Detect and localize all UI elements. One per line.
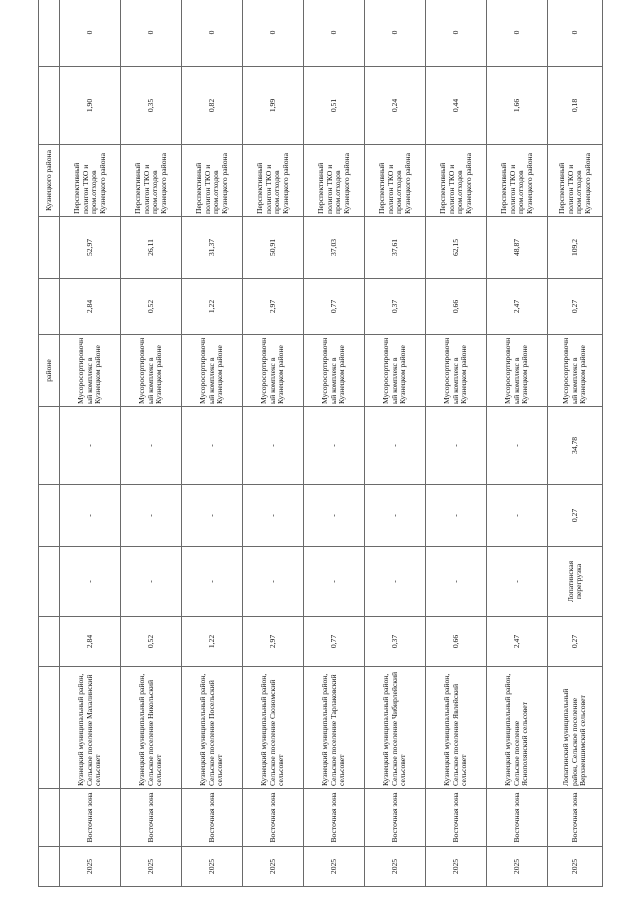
transfer-distance-cell: - <box>121 407 182 485</box>
header-cell: районе <box>39 335 60 407</box>
transfer-distance-cell: - <box>182 407 243 485</box>
header-cell <box>39 407 60 485</box>
mass-cell: 0,52 <box>121 617 182 667</box>
facility-mass-cell: 2,84 <box>60 279 121 335</box>
destination-cell: Перспективный полигон ТКО и пром.отходов Кузнецкого района <box>304 145 365 217</box>
transfer-mass-cell: - <box>426 485 487 547</box>
settlement-cell: Лопатинский муниципальный район, Сельское поселение Верхнеишимский сельсовет <box>548 667 603 789</box>
year-cell: 2025 <box>487 847 548 887</box>
facility-distance-cell: 37,03 <box>304 217 365 279</box>
destination-cell: Перспективный полигон ТКО и пром.отходов Кузнецкого района <box>487 145 548 217</box>
table-row <box>60 0 121 887</box>
residual-cell: 0 <box>182 0 243 67</box>
facility-distance-cell: 62,15 <box>426 217 487 279</box>
table-row <box>243 0 304 887</box>
header-cell <box>39 279 60 335</box>
transfer-mass-cell: - <box>365 485 426 547</box>
header-cell <box>39 847 60 887</box>
zone-cell: Восточная зона <box>304 789 365 847</box>
destination-cell: Перспективный полигон ТКО и пром.отходов Кузнецкого района <box>182 145 243 217</box>
year-cell: 2025 <box>243 847 304 887</box>
mass-cell: 2,84 <box>60 617 121 667</box>
settlement-cell: Кузнецкий муниципальный район, Сельское поселение Явлейский сельсовет <box>426 667 487 789</box>
header-cell <box>39 485 60 547</box>
destination-mass-cell: 0,82 <box>182 67 243 145</box>
facility-distance-cell: 50,91 <box>243 217 304 279</box>
destination-mass-cell: 1,99 <box>243 67 304 145</box>
year-cell: 2025 <box>426 847 487 887</box>
transfer-station-cell: - <box>121 547 182 617</box>
transfer-distance-cell: - <box>365 407 426 485</box>
transfer-station-cell: - <box>487 547 548 617</box>
residual-cell: 0 <box>304 0 365 67</box>
facility-mass-cell: 1,22 <box>182 279 243 335</box>
facility-cell: Мусоросортировочный комплекс в Кузнецком районе <box>548 335 603 407</box>
destination-mass-cell: 0,44 <box>426 67 487 145</box>
facility-distance-cell: 52,97 <box>60 217 121 279</box>
mass-cell: 0,37 <box>365 617 426 667</box>
transfer-distance-cell: 34,78 <box>548 407 603 485</box>
table-row <box>487 0 548 887</box>
transfer-distance-cell: - <box>487 407 548 485</box>
zone-cell: Восточная зона <box>426 789 487 847</box>
table-row <box>365 0 426 887</box>
facility-mass-cell: 2,47 <box>487 279 548 335</box>
header-cell <box>39 67 60 145</box>
zone-cell: Восточная зона <box>243 789 304 847</box>
facility-distance-cell: 26,11 <box>121 217 182 279</box>
facility-cell: Мусоросортировочный комплекс в Кузнецком районе <box>121 335 182 407</box>
table-row <box>548 0 603 887</box>
year-cell: 2025 <box>548 847 603 887</box>
transfer-station-cell: - <box>365 547 426 617</box>
mass-cell: 0,77 <box>304 617 365 667</box>
zone-cell: Восточная зона <box>182 789 243 847</box>
destination-cell: Перспективный полигон ТКО и пром.отходов Кузнецкого района <box>121 145 182 217</box>
mass-cell: 0,27 <box>548 617 603 667</box>
transfer-distance-cell: - <box>60 407 121 485</box>
transfer-mass-cell: - <box>487 485 548 547</box>
facility-cell: Мусоросортировочный комплекс в Кузнецком районе <box>365 335 426 407</box>
transfer-mass-cell: - <box>243 485 304 547</box>
destination-mass-cell: 0,18 <box>548 67 603 145</box>
header-cell <box>39 667 60 789</box>
facility-mass-cell: 0,37 <box>365 279 426 335</box>
transfer-station-cell: - <box>426 547 487 617</box>
facility-cell: Мусоросортировочный комплекс в Кузнецком районе <box>426 335 487 407</box>
facility-cell: Мусоросортировочный комплекс в Кузнецком районе <box>304 335 365 407</box>
destination-mass-cell: 1,66 <box>487 67 548 145</box>
facility-mass-cell: 0,27 <box>548 279 603 335</box>
header-cell <box>39 0 60 67</box>
table-row <box>182 0 243 887</box>
zone-cell: Восточная зона <box>121 789 182 847</box>
destination-cell: Перспективный полигон ТКО и пром.отходов Кузнецкого района <box>548 145 603 217</box>
transfer-distance-cell: - <box>243 407 304 485</box>
table-row <box>426 0 487 887</box>
table-row <box>121 0 182 887</box>
header-cell <box>39 617 60 667</box>
transfer-station-cell: - <box>243 547 304 617</box>
transfer-mass-cell: - <box>304 485 365 547</box>
residual-cell: 0 <box>487 0 548 67</box>
year-cell: 2025 <box>182 847 243 887</box>
header-cell <box>39 217 60 279</box>
facility-distance-cell: 109,2 <box>548 217 603 279</box>
transfer-station-cell: Лопатинская перегрузка <box>548 547 603 617</box>
destination-cell: Перспективный полигон ТКО и пром.отходов Кузнецкого района <box>426 145 487 217</box>
residual-cell: 0 <box>426 0 487 67</box>
settlement-cell: Кузнецкий муниципальный район, Сельское поселение Чибирлейский сельсовет <box>365 667 426 789</box>
transfer-mass-cell: 0,27 <box>548 485 603 547</box>
facility-distance-cell: 48,87 <box>487 217 548 279</box>
header-cell <box>39 547 60 617</box>
year-cell: 2025 <box>365 847 426 887</box>
mass-cell: 0,66 <box>426 617 487 667</box>
header-row <box>39 0 60 887</box>
residual-cell: 0 <box>548 0 603 67</box>
year-cell: 2025 <box>60 847 121 887</box>
zone-cell: Восточная зона <box>60 789 121 847</box>
waste-flow-table <box>38 0 603 887</box>
settlement-cell: Кузнецкий муниципальный район, Сельское поселение Тарлаковский сельсовет <box>304 667 365 789</box>
transfer-mass-cell: - <box>60 485 121 547</box>
facility-mass-cell: 0,66 <box>426 279 487 335</box>
facility-distance-cell: 31,37 <box>182 217 243 279</box>
facility-cell: Мусоросортировочный комплекс в Кузнецком районе <box>487 335 548 407</box>
settlement-cell: Кузнецкий муниципальный район, Сельское поселение Сюзюмский сельсовет <box>243 667 304 789</box>
facility-cell: Мусоросортировочный комплекс в Кузнецком районе <box>182 335 243 407</box>
destination-mass-cell: 0,51 <box>304 67 365 145</box>
destination-cell: Перспективный полигон ТКО и пром.отходов Кузнецкого района <box>243 145 304 217</box>
year-cell: 2025 <box>121 847 182 887</box>
header-cell: Кузнецкого района <box>39 145 60 217</box>
destination-cell: Перспективный полигон ТКО и пром.отходов Кузнецкого района <box>60 145 121 217</box>
transfer-station-cell: - <box>304 547 365 617</box>
residual-cell: 0 <box>121 0 182 67</box>
transfer-station-cell: - <box>182 547 243 617</box>
residual-cell: 0 <box>365 0 426 67</box>
settlement-cell: Кузнецкий муниципальный район, Сельское поселение Посельский сельсовет <box>182 667 243 789</box>
table-row <box>304 0 365 887</box>
year-cell: 2025 <box>304 847 365 887</box>
mass-cell: 1,22 <box>182 617 243 667</box>
mass-cell: 2,97 <box>243 617 304 667</box>
mass-cell: 2,47 <box>487 617 548 667</box>
header-cell <box>39 789 60 847</box>
facility-cell: Мусоросортировочный комплекс в Кузнецком районе <box>60 335 121 407</box>
destination-cell: Перспективный полигон ТКО и пром.отходов Кузнецкого района <box>365 145 426 217</box>
settlement-cell: Кузнецкий муниципальный район, Сельское поселение Никольский сельсовет <box>121 667 182 789</box>
settlement-cell: Кузнецкий муниципальный район, Сельское поселение Махалинский сельсовет <box>60 667 121 789</box>
facility-mass-cell: 2,97 <box>243 279 304 335</box>
facility-mass-cell: 0,77 <box>304 279 365 335</box>
zone-cell: Восточная зона <box>487 789 548 847</box>
facility-cell: Мусоросортировочный комплекс в Кузнецком районе <box>243 335 304 407</box>
facility-mass-cell: 0,52 <box>121 279 182 335</box>
transfer-station-cell: - <box>60 547 121 617</box>
residual-cell: 0 <box>243 0 304 67</box>
destination-mass-cell: 0,35 <box>121 67 182 145</box>
destination-mass-cell: 1,90 <box>60 67 121 145</box>
transfer-distance-cell: - <box>304 407 365 485</box>
transfer-mass-cell: - <box>182 485 243 547</box>
destination-mass-cell: 0,24 <box>365 67 426 145</box>
transfer-mass-cell: - <box>121 485 182 547</box>
residual-cell: 0 <box>60 0 121 67</box>
transfer-distance-cell: - <box>426 407 487 485</box>
settlement-cell: Кузнецкий муниципальный район, Сельское поселение Яснополянский сельсовет <box>487 667 548 789</box>
zone-cell: Восточная зона <box>548 789 603 847</box>
zone-cell: Восточная зона <box>365 789 426 847</box>
facility-distance-cell: 37,61 <box>365 217 426 279</box>
